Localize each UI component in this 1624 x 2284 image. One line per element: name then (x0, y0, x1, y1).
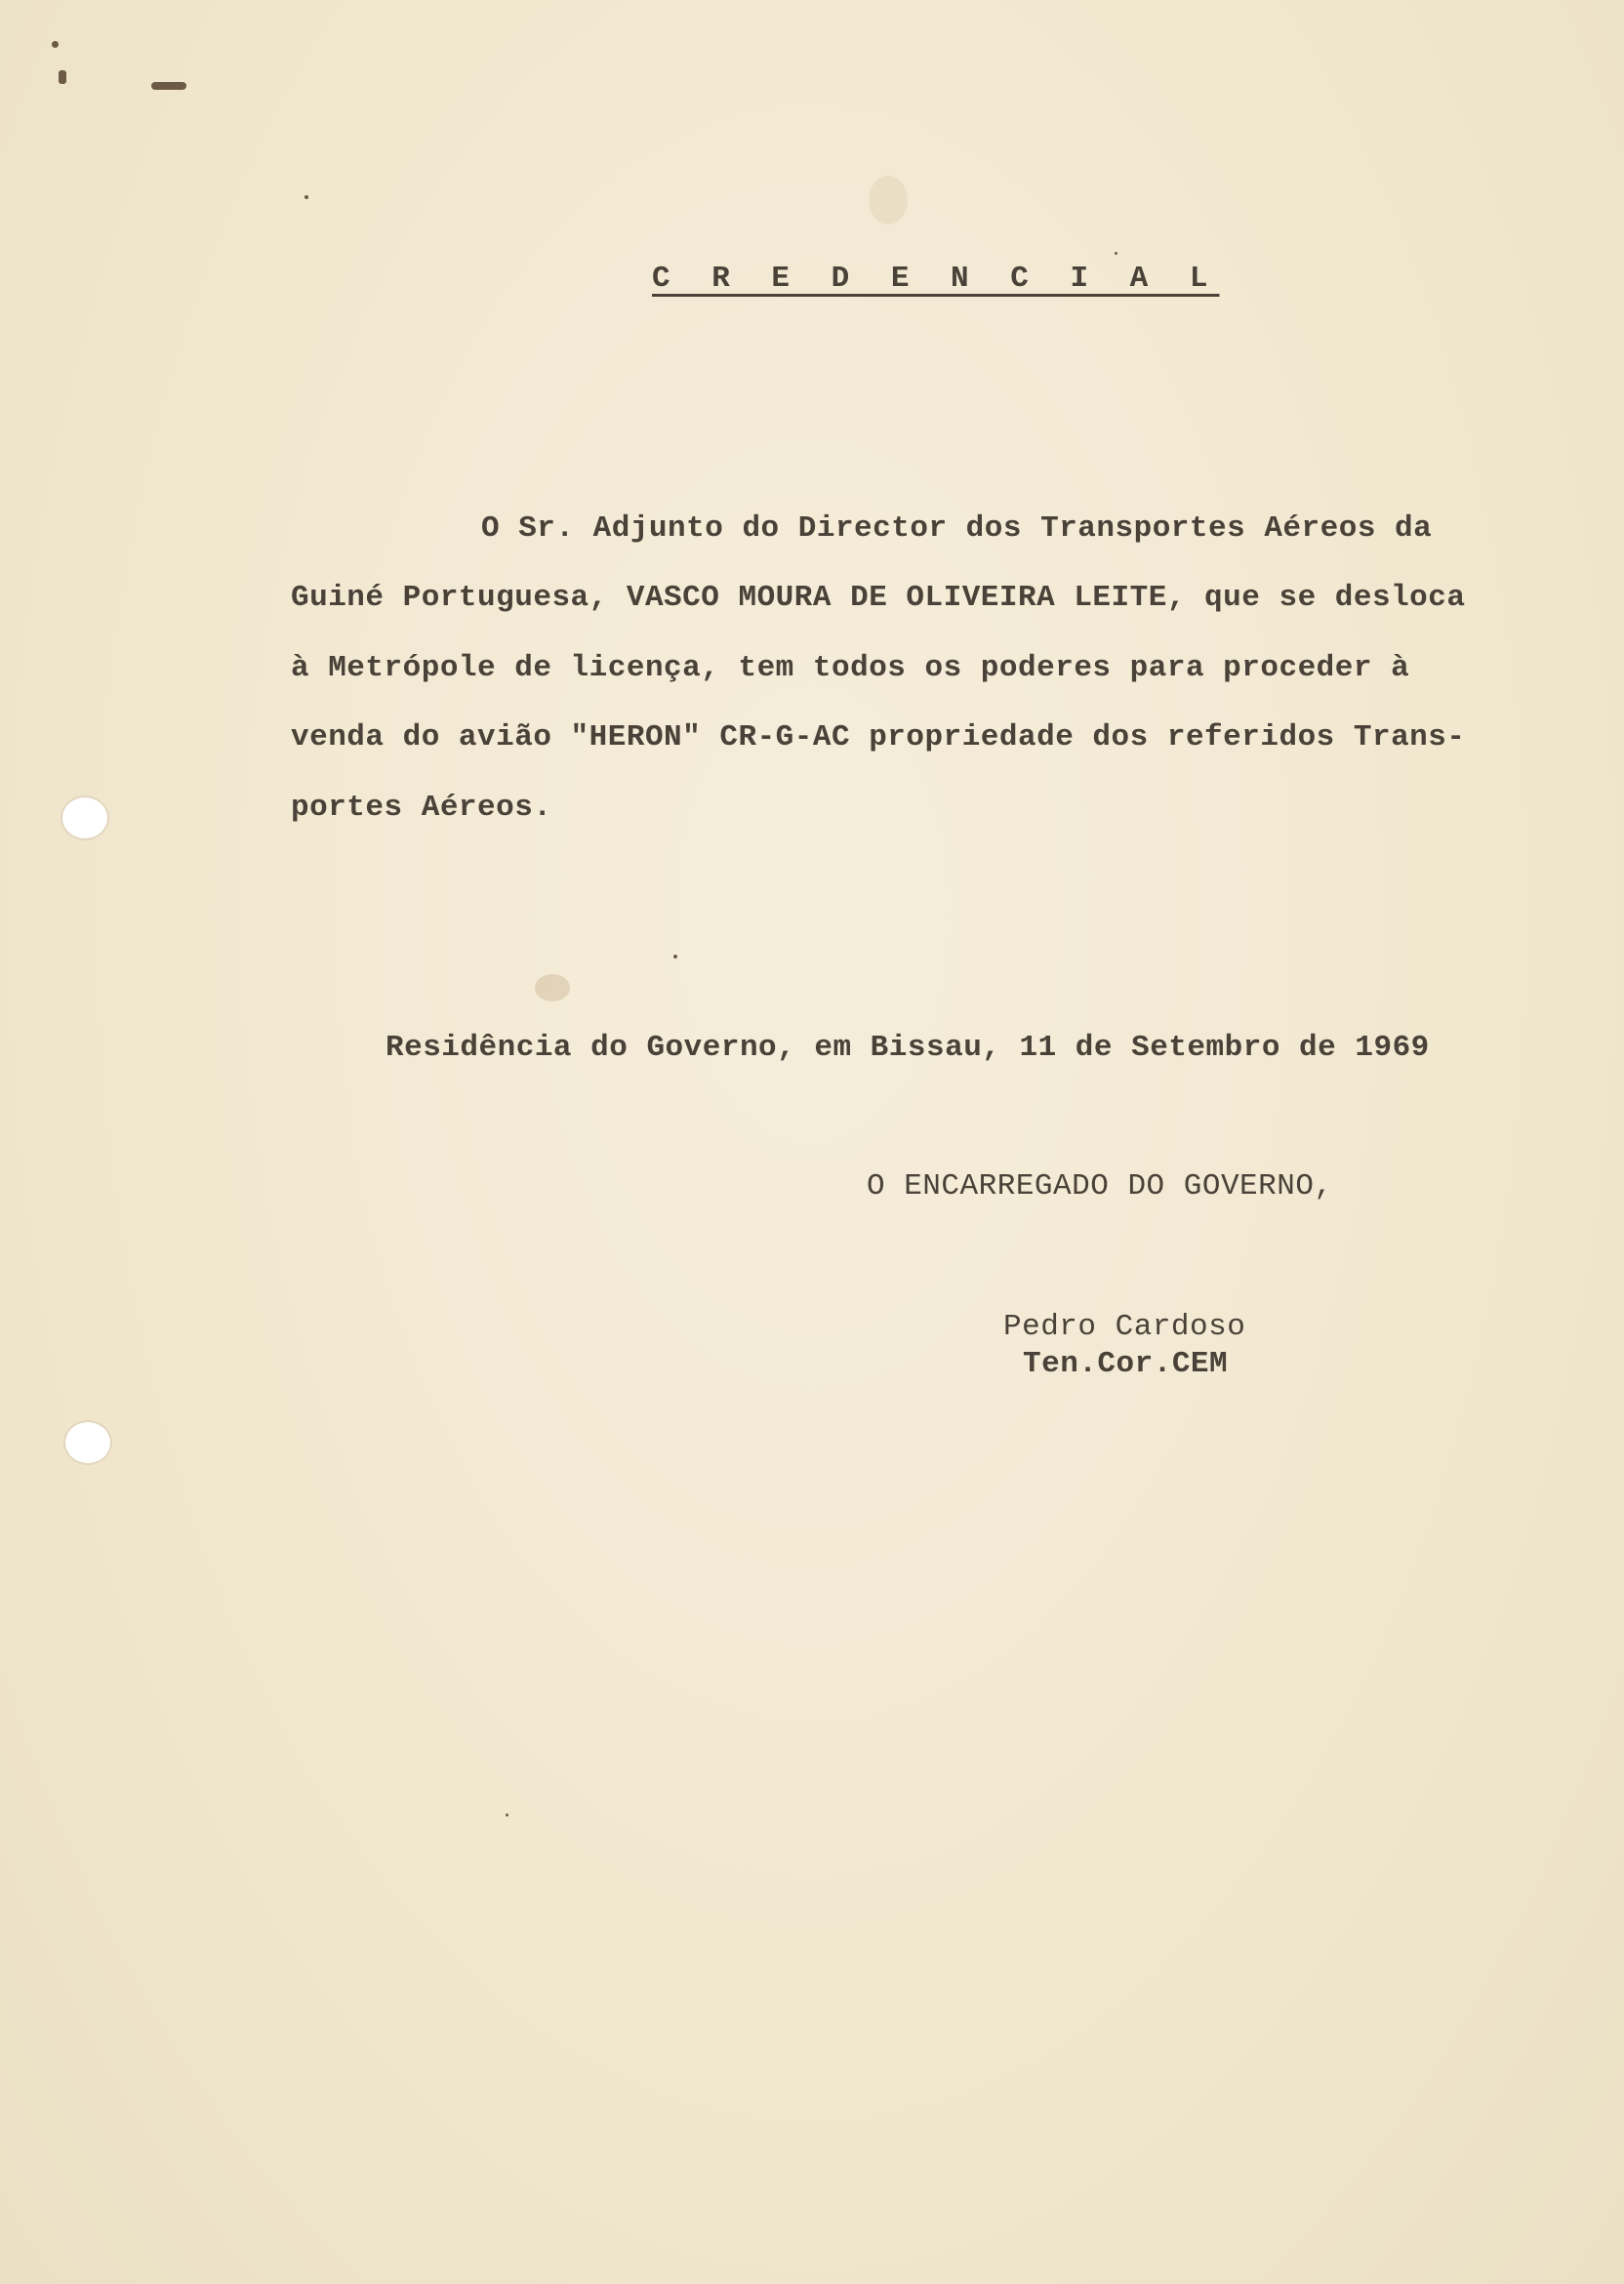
place-date: Residência do Governo, em Bissau, 11 de Setembro de 1969 (386, 1031, 1430, 1065)
paper-stain (869, 176, 908, 224)
signatory-title: O ENCARREGADO DO GOVERNO, (867, 1169, 1333, 1203)
body-line-2: Guiné Portuguesa, VASCO MOURA DE OLIVEIRA LEITE, que se desloca (291, 581, 1466, 615)
body-line-3: à Metrópole de licença, tem todos os poderes para proceder à (291, 651, 1410, 685)
paper-speck (1115, 252, 1117, 255)
paper-speck (59, 70, 66, 84)
paper-stain (535, 974, 570, 1001)
signatory-rank: Ten.Cor.CEM (1023, 1347, 1229, 1381)
document-title: C R E D E N C I A L (652, 262, 1220, 296)
paper-speck (673, 955, 677, 958)
paper-speck (52, 41, 59, 48)
punch-hole-top (61, 795, 109, 840)
body-line-5: portes Aéreos. (291, 791, 552, 825)
punch-hole-bottom (63, 1420, 112, 1465)
signatory-name: Pedro Cardoso (1003, 1310, 1246, 1344)
paper-speck (151, 82, 186, 90)
body-line-1: O Sr. Adjunto do Director dos Transportes Aéreos da (481, 511, 1433, 546)
paper-speck (304, 195, 308, 199)
paper-speck (506, 1814, 508, 1816)
body-line-4: venda do avião "HERON" CR-G-AC propriedade dos referidos Trans- (291, 720, 1466, 755)
